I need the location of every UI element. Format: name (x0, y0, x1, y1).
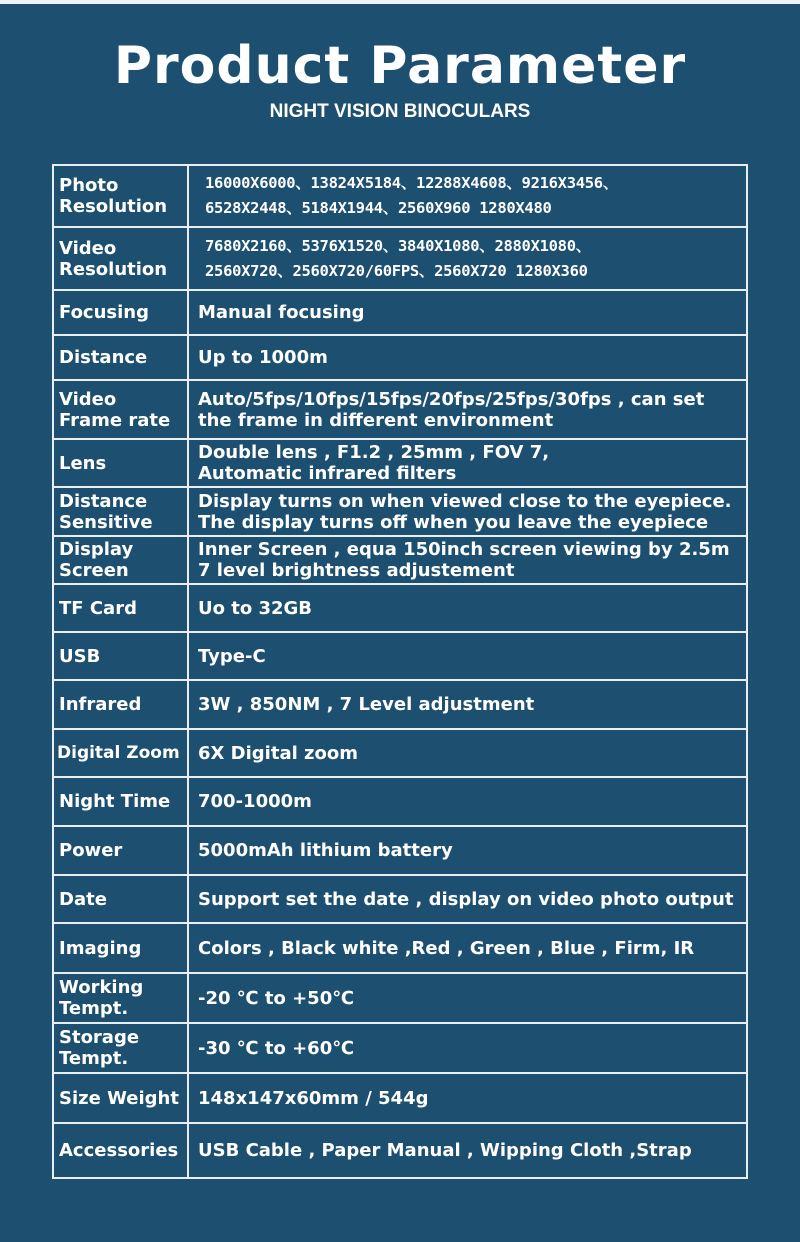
param-label: Working Tempt. (53, 973, 188, 1023)
table-row (53, 536, 747, 584)
param-label: Focusing (53, 290, 188, 335)
param-label: TF Card (53, 584, 188, 632)
param-label: Lens (53, 439, 188, 487)
param-value: 3W , 850NM , 7 Level adjustment (188, 680, 747, 729)
table-row (53, 165, 747, 227)
param-value: 7680X2160、5376X1520、3840X1080、2880X1080、 2560X720、2560X720/60FPS、2560X720 1280X360 (188, 227, 747, 290)
param-label: USB (53, 632, 188, 680)
param-label: Date (53, 875, 188, 923)
param-value: Support set the date , display on video photo output (188, 875, 747, 923)
table-row (53, 729, 747, 777)
table-row (53, 290, 747, 335)
param-value: Type-C (188, 632, 747, 680)
param-value: Up to 1000m (188, 335, 747, 380)
parameter-table (52, 164, 748, 1179)
param-label: Display Screen (53, 536, 188, 584)
param-value: 6X Digital zoom (188, 729, 747, 777)
param-value: Display turns on when viewed close to the eyepiece. The display turns off when you leave the eyepiece (188, 487, 747, 536)
param-label: Night Time (53, 777, 188, 826)
param-label: Imaging (53, 923, 188, 973)
table-row (53, 826, 747, 875)
param-value: 16000X6000、13824X5184、12288X4608、9216X3456、 6528X2448、5184X1944、2560X960 1280X480 (188, 165, 747, 227)
table-row (53, 1123, 747, 1178)
param-label: Video Resolution (53, 227, 188, 290)
table-row (53, 875, 747, 923)
table-row (53, 923, 747, 973)
param-label: Accessories (53, 1123, 188, 1178)
param-value: Uo to 32GB (188, 584, 747, 632)
page-title: Product Parameter (113, 36, 687, 96)
param-label: Size Weight (53, 1073, 188, 1123)
param-value: Inner Screen , equa 150inch screen viewing by 2.5m 7 level brightness adjustement (188, 536, 747, 584)
table-row (53, 487, 747, 536)
table-row (53, 584, 747, 632)
table-row (53, 439, 747, 487)
table-row (53, 335, 747, 380)
param-value: Auto/5fps/10fps/15fps/20fps/25fps/30fps , can set the frame in different environment (188, 380, 747, 439)
param-label: Distance Sensitive (53, 487, 188, 536)
param-value: Double lens , F1.2 , 25mm , FOV 7, Automatic infrared filters (188, 439, 747, 487)
table-row (53, 973, 747, 1023)
param-value: 5000mAh lithium battery (188, 826, 747, 875)
page-subtitle: NIGHT VISION BINOCULARS (269, 101, 531, 122)
param-label: Photo Resolution (53, 165, 188, 227)
param-value: 700-1000m (188, 777, 747, 826)
param-label: Power (53, 826, 188, 875)
param-label: Infrared (53, 680, 188, 729)
table-row (53, 680, 747, 729)
table-row (53, 1073, 747, 1123)
param-label: Digital Zoom (53, 729, 188, 777)
table-row (53, 632, 747, 680)
table-row (53, 380, 747, 439)
table-row (53, 777, 747, 826)
param-label: Storage Tempt. (53, 1023, 188, 1073)
param-value: Colors , Black white ,Red , Green , Blue , Firm, IR (188, 923, 747, 973)
param-value: Manual focusing (188, 290, 747, 335)
table-row (53, 227, 747, 290)
top-border (0, 0, 800, 4)
param-label: Video Frame rate (53, 380, 188, 439)
param-value: -20 ℃ to +50℃ (188, 973, 747, 1023)
table-row (53, 1023, 747, 1073)
param-value: 148x147x60mm / 544g (188, 1073, 747, 1123)
param-value: -30 ℃ to +60℃ (188, 1023, 747, 1073)
param-label: Distance (53, 335, 188, 380)
param-value: USB Cable , Paper Manual , Wipping Cloth ,Strap (188, 1123, 747, 1178)
